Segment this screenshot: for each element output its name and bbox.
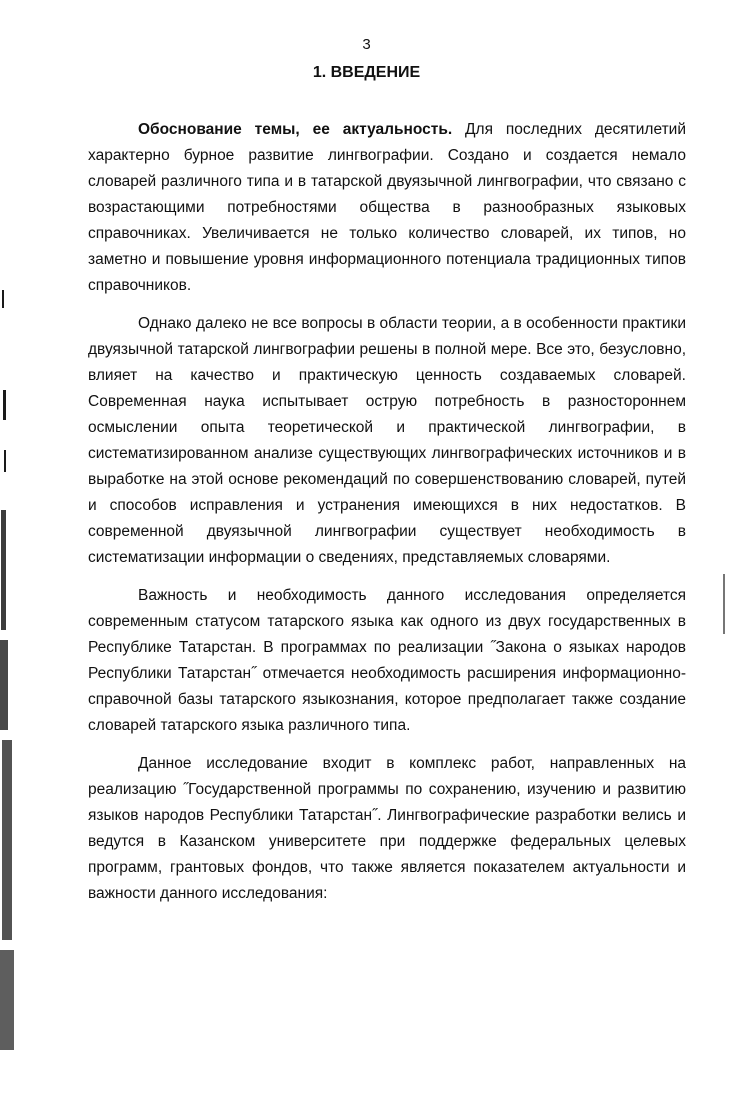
scan-speck [1,510,6,630]
paragraph-lead: Обоснование темы, ее актуальность. [138,121,453,138]
scan-right-artifact [715,570,733,640]
paragraph-text: Данное исследование входит в комплекс работ, направленных на реализацию ˝Государственной программы по сохранению, изучению и развитию языков народов Республики Татарстан˝. Лингвографические разработки велись и ведутся в Казанском университете при поддержке федеральных целевых программ, грантовых фондов, что также является показателем актуальности и важности данного исследования: [88,755,686,902]
paragraph-3 [88,583,686,739]
scan-binding-artifact [0,280,26,1050]
scan-speck [0,640,8,730]
scan-speck [0,950,14,1050]
section-heading: 1. ВВЕДЕНИЕ [312,64,421,81]
scan-speck [3,390,6,420]
paragraph-text: Важность и необходимость данного исследования определяется современным статусом татарского языка как одного из двух государственных в Республике Татарстан. В программах по реализации ˝Закона о языках народов Республики Татарстан˝ отмечается необходимость расширения информационно-справочной базы татарского языкознания, которое предполагает также создание словарей татарского языка различного типа. [88,587,686,734]
scan-speck [723,574,725,634]
scan-speck [2,740,12,940]
body-text [88,117,686,919]
paragraph-1 [88,117,686,299]
scan-speck [4,450,6,472]
paragraph-4 [88,751,686,907]
paragraph-2 [88,311,686,571]
paragraph-text: Для последних десятилетий характерно бурное развитие лингвографии. Создано и создается немало словарей различного типа и в татарской двуязычной лингвографии, что связано с возрастающими потребностями общества в разнообразных языковых справочниках. Увеличивается не только количество словарей, их типов, но заметно и повышение уровня информационного потенциала традиционных типов справочников. [88,121,686,294]
page-number: 3 [362,36,371,53]
scan-speck [2,290,4,308]
paragraph-text: Однако далеко не все вопросы в области теории, а в особенности практики двуязычной татарской лингвографии решены в полной мере. Все это, безусловно, влияет на качество и практическую ценность создаваемых словарей. Современная наука испытывает острую потребность в разностороннем осмыслении опыта теоретической и практической лингвографии, в систематизированном анализе существующих лингвографических источников и в выработке на этой основе рекомендаций по совершенствованию словарей, путей и способов исправления и устранения имеющихся в них недостатков. В современной двуязычной лингвографии существует необходимость в систематизации информации о сведениях, представляемых словарями. [88,315,686,566]
